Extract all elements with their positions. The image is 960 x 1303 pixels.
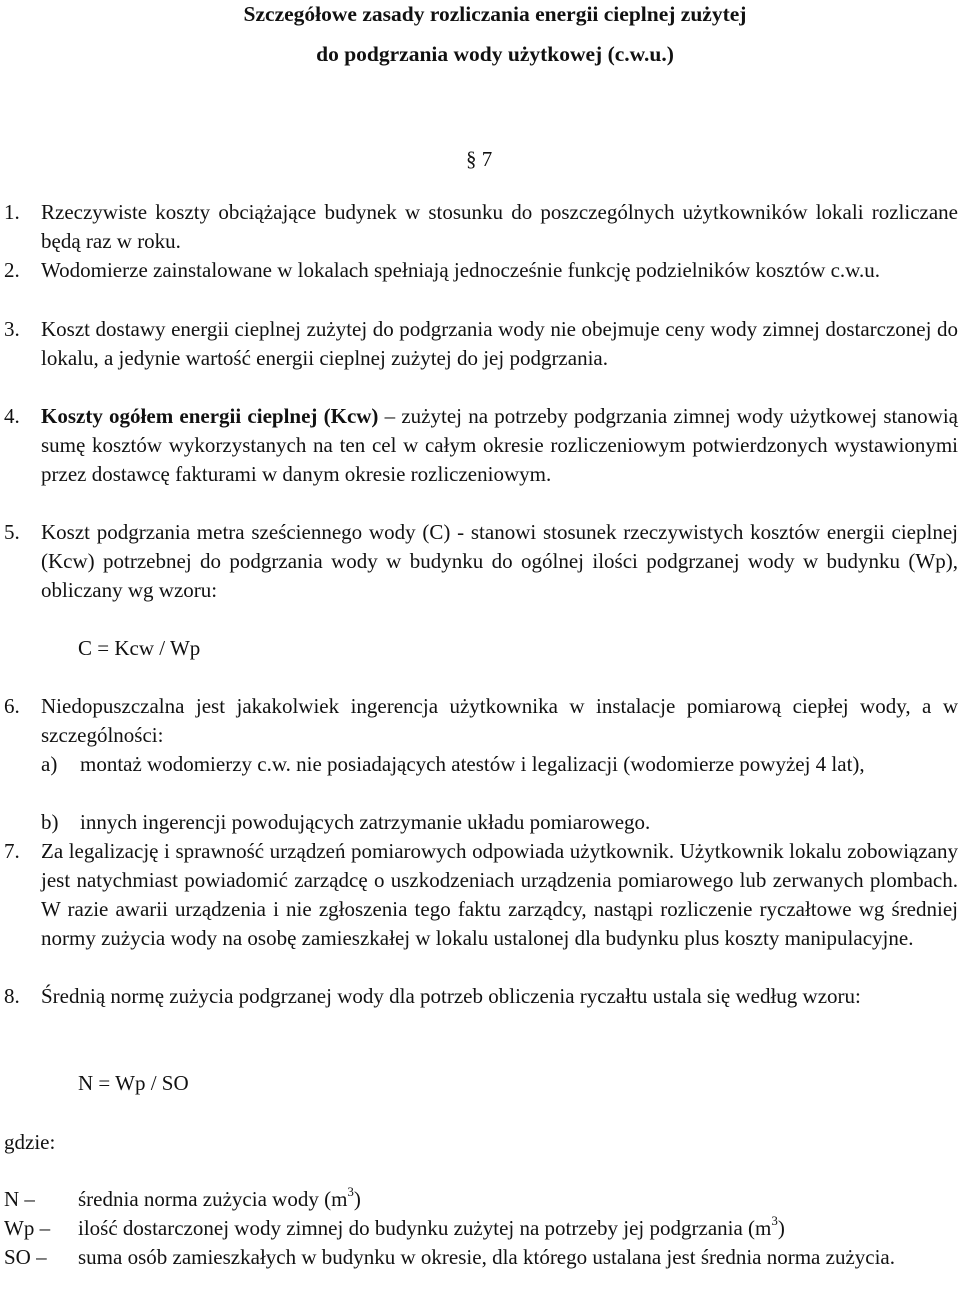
formula-average-norm: N = Wp / SO bbox=[78, 1071, 189, 1095]
sub-item-label: b) bbox=[41, 810, 59, 834]
item-number: 6. bbox=[4, 694, 20, 718]
superscript: 3 bbox=[771, 1213, 778, 1228]
list-item-7 bbox=[0, 837, 958, 953]
item-number: 4. bbox=[4, 404, 20, 428]
document-title-line-1: Szczegółowe zasady rozliczania energii cieplnej zużytej bbox=[243, 2, 747, 26]
superscript: 3 bbox=[347, 1184, 354, 1199]
item-text: Średnią normę zużycia podgrzanej wody dla potrzeb obliczenia ryczałtu ustala się według wzoru: bbox=[41, 984, 861, 1008]
sub-item-b bbox=[41, 808, 958, 837]
definition-tail: ) bbox=[777, 1216, 785, 1240]
list-item-3 bbox=[0, 315, 958, 373]
list-item-2 bbox=[0, 256, 958, 285]
section-heading: § 7 bbox=[466, 147, 493, 171]
item-number: 1. bbox=[4, 200, 20, 224]
item-text: Koszt podgrzania metra sześciennego wody (C) - stanowi stosunek rzeczywistych kosztów energii cieplnej (Kcw) potrzebnej do podgrzania wody w budynku do ogólnej ilości podgrzanej wody w budynku (Wp), obliczany wg wzoru: bbox=[41, 520, 958, 602]
item-text: Rzeczywiste koszty obciążające budynek w stosunku do poszczególnych użytkowników lokali rozliczane będą raz w roku. bbox=[41, 200, 958, 253]
item-number: 5. bbox=[4, 520, 20, 544]
item-number: 7. bbox=[4, 839, 20, 863]
sub-item-label: a) bbox=[41, 752, 58, 776]
definition-n bbox=[0, 1185, 958, 1214]
item-text bbox=[41, 402, 958, 489]
list-item-1 bbox=[0, 198, 958, 256]
formula-cost-per-m3: C = Kcw / Wp bbox=[78, 636, 201, 660]
list-item-5 bbox=[0, 518, 958, 605]
definition-symbol: N – bbox=[4, 1187, 35, 1211]
item-text: Wodomierze zainstalowane w lokalach spełniają jednocześnie funkcję podzielników kosztów c.w.u. bbox=[41, 258, 880, 282]
list-item-6 bbox=[0, 692, 958, 750]
list-item-4 bbox=[0, 402, 958, 489]
document-title-line-2: do podgrzania wody użytkowej (c.w.u.) bbox=[316, 42, 674, 66]
where-label: gdzie: bbox=[4, 1130, 56, 1154]
definition-text: suma osób zamieszkałych w budynku w okresie, dla którego ustalana jest średnia norma zużycia. bbox=[78, 1245, 896, 1269]
definition-wp bbox=[0, 1214, 958, 1243]
definition-text bbox=[78, 1185, 958, 1214]
list-item-8 bbox=[0, 982, 958, 1011]
item-rest: – zużytej na potrzeby podgrzania zimnej wody użytkowej stanowią sumę kosztów wykorzystanych na ten cel w całym okresie rozliczeniowym potwierdzonych wystawionymi przez dostawcę fakturami w danym okresie rozliczeniowym. bbox=[41, 404, 958, 486]
definition-symbol: SO – bbox=[4, 1245, 47, 1269]
sub-item-text: montaż wodomierzy c.w. nie posiadających atestów i legalizacji (wodomierze powyżej 4 lat), bbox=[80, 752, 865, 776]
definition-tail: ) bbox=[353, 1187, 361, 1211]
item-text: Koszt dostawy energii cieplnej zużytej do podgrzania wody nie obejmuje ceny wody zimnej dostarczonej do lokalu, a jedynie wartość energii cieplnej zużytej do jej podgrzania. bbox=[41, 317, 958, 370]
item-number: 3. bbox=[4, 317, 20, 341]
definition-main: średnia norma zużycia wody (m bbox=[78, 1187, 348, 1211]
definition-main: ilość dostarczonej wody zimnej do budynku zużytej na potrzeby jej podgrzania (m bbox=[78, 1216, 772, 1240]
definition-symbol: Wp – bbox=[4, 1216, 51, 1240]
sub-item-text: innych ingerencji powodujących zatrzymanie układu pomiarowego. bbox=[80, 810, 651, 834]
item-number: 8. bbox=[4, 984, 20, 1008]
item-text: Niedopuszczalna jest jakakolwiek ingerencja użytkownika w instalacje pomiarową ciepłej wody, a w szczególności: bbox=[41, 694, 958, 747]
sub-item-a bbox=[41, 750, 958, 779]
item-number: 2. bbox=[4, 258, 20, 282]
definition-so bbox=[0, 1243, 958, 1272]
item-bold-term: Koszty ogółem energii cieplnej (Kcw) bbox=[41, 404, 379, 428]
definition-text bbox=[78, 1214, 958, 1243]
item-text: Za legalizację i sprawność urządzeń pomiarowych odpowiada użytkownik. Użytkownik lokalu zobowiązany jest natychmiast powiadomić zarządcę o uszkodzeniach urządzenia pomiarowego lub zerwanych plombach. W razie awarii urządzenia i nie zgłoszenia tego faktu zarządcy, nastąpi rozliczenie ryczałtowe wg średniej normy zużycia wody na osobę zamieszkałej w lokalu ustalonej dla budynku plus koszty manipulacyjne. bbox=[41, 839, 958, 950]
